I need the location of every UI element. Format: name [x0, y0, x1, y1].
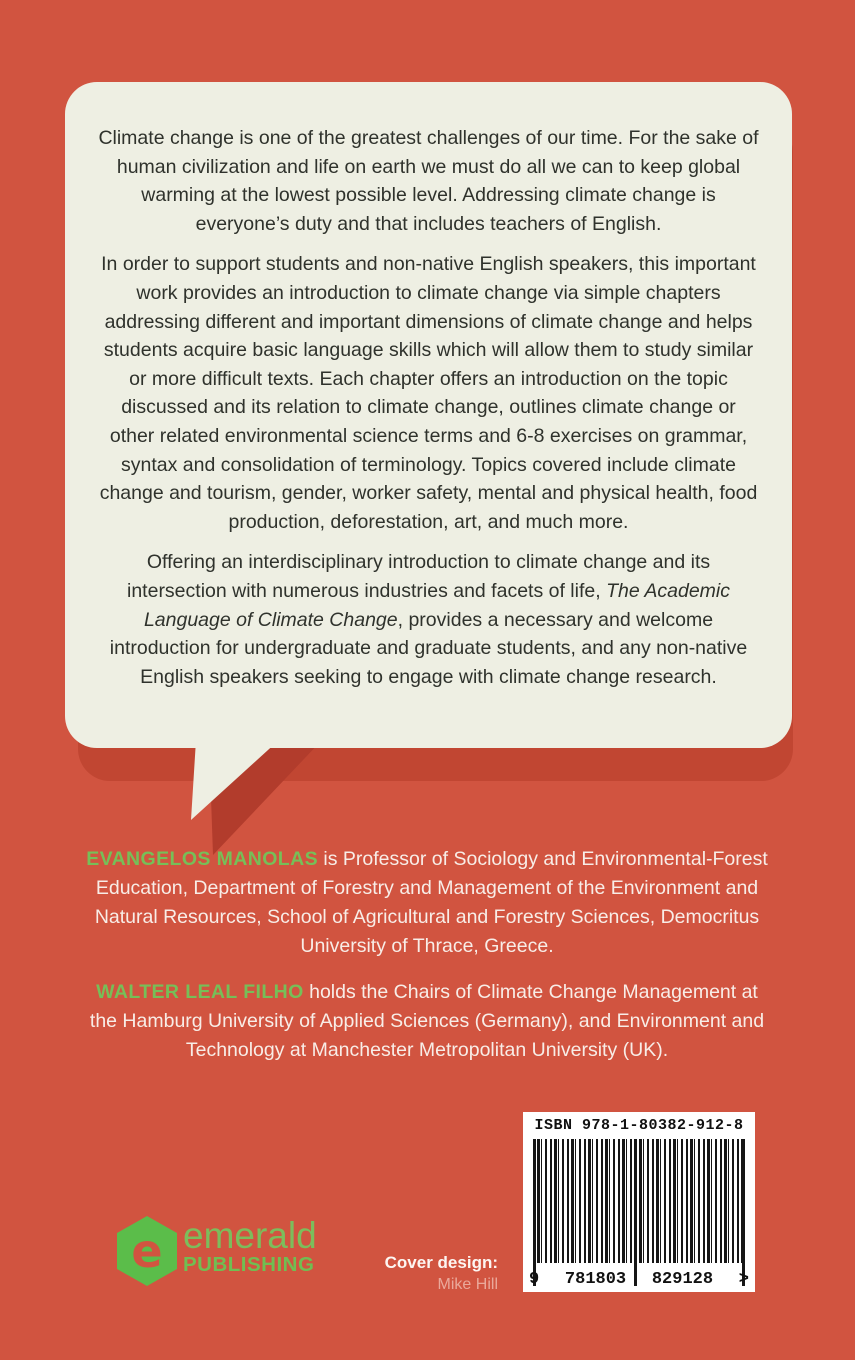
synopsis-paragraph-3: [97, 548, 760, 691]
synopsis-paragraph-3-post: , provides a necessary and welcome introduction for undergraduate and graduate students, and any non-native English speakers seeking to engage with climate change research.: [109, 608, 748, 688]
barcode: [533, 1139, 745, 1263]
author-bio-manolas: [82, 845, 772, 961]
barcode-digit-group-4: >: [738, 1270, 749, 1289]
barcode-guard-left: [533, 1139, 536, 1286]
author-bio-filho-text: holds the Chairs of Climate Change Management at the Hamburg University of Applied Sciences (Germany), and Environment and Technology at Manchester Metropolitan University (UK).: [89, 981, 765, 1061]
barcode-guard-middle: [634, 1139, 637, 1286]
synopsis-paragraph-3-pre: Offering an interdisciplinary introduction to climate change and its intersection with numerous industries and facets of life,: [127, 551, 711, 602]
cover-design-label: Cover design:: [384, 1253, 498, 1272]
author-bio-filho: [82, 978, 772, 1065]
isbn-label: ISBN 978-1-80382-912-8: [534, 1117, 744, 1134]
author-bios: [82, 845, 772, 1065]
isbn-barcode-box: [523, 1112, 755, 1292]
barcode-digit-group-2: 781803: [564, 1270, 627, 1289]
synopsis: [97, 82, 760, 691]
synopsis-paragraph-2: In order to support students and non-native English speakers, this important work provides an introduction to climate change via simple chapters addressing different and important dimensions of climate change and helps students acquire basic language skills which will allow them to study similar or more difficult texts. Each chapter offers an introduction on the topic discussed and its relation to climate change, outlines climate change or other related environmental science terms and 6-8 exercises on grammar, syntax and consolidation of terminology. Topics covered include climate change and tourism, gender, worker safety, mental and physical health, food production, deforestation, art, and much more.: [99, 253, 758, 533]
publisher-subname: PUBLISHING: [183, 1253, 315, 1276]
publisher-name: emerald: [183, 1215, 317, 1256]
author-bio-manolas-text: is Professor of Sociology and Environmental-Forest Education, Department of Forestry and Management of the Environment and Natural Resources, School of Agricultural and Forestry Sciences, Democritus University of Thrace, Greece.: [94, 848, 768, 957]
synopsis-paragraph-1: Climate change is one of the greatest challenges of our time. For the sake of human civilization and life on earth we must do all we can to keep global warming at the lowest possible level. Addressing climate change is everyone’s duty and that includes teachers of English.: [98, 127, 759, 235]
cover-designer-name: Mike Hill: [437, 1276, 498, 1293]
barcode-digit-group-1: 9: [529, 1270, 540, 1289]
author-name-manolas: EVANGELOS MANOLAS: [86, 848, 318, 870]
emerald-e-glyph: e: [131, 1224, 163, 1278]
barcode-digit-group-3: 829128: [651, 1270, 714, 1289]
cover-design-credit: [357, 1253, 498, 1294]
barcode-digits: [529, 1270, 749, 1289]
book-title: The Academic Language of Climate Change: [143, 579, 730, 631]
emerald-hexagon-logo-icon: [117, 1216, 177, 1286]
author-name-filho: WALTER LEAL FILHO: [96, 981, 304, 1003]
barcode-guard-right: [742, 1139, 745, 1286]
publisher-wordmark: [183, 1215, 317, 1276]
